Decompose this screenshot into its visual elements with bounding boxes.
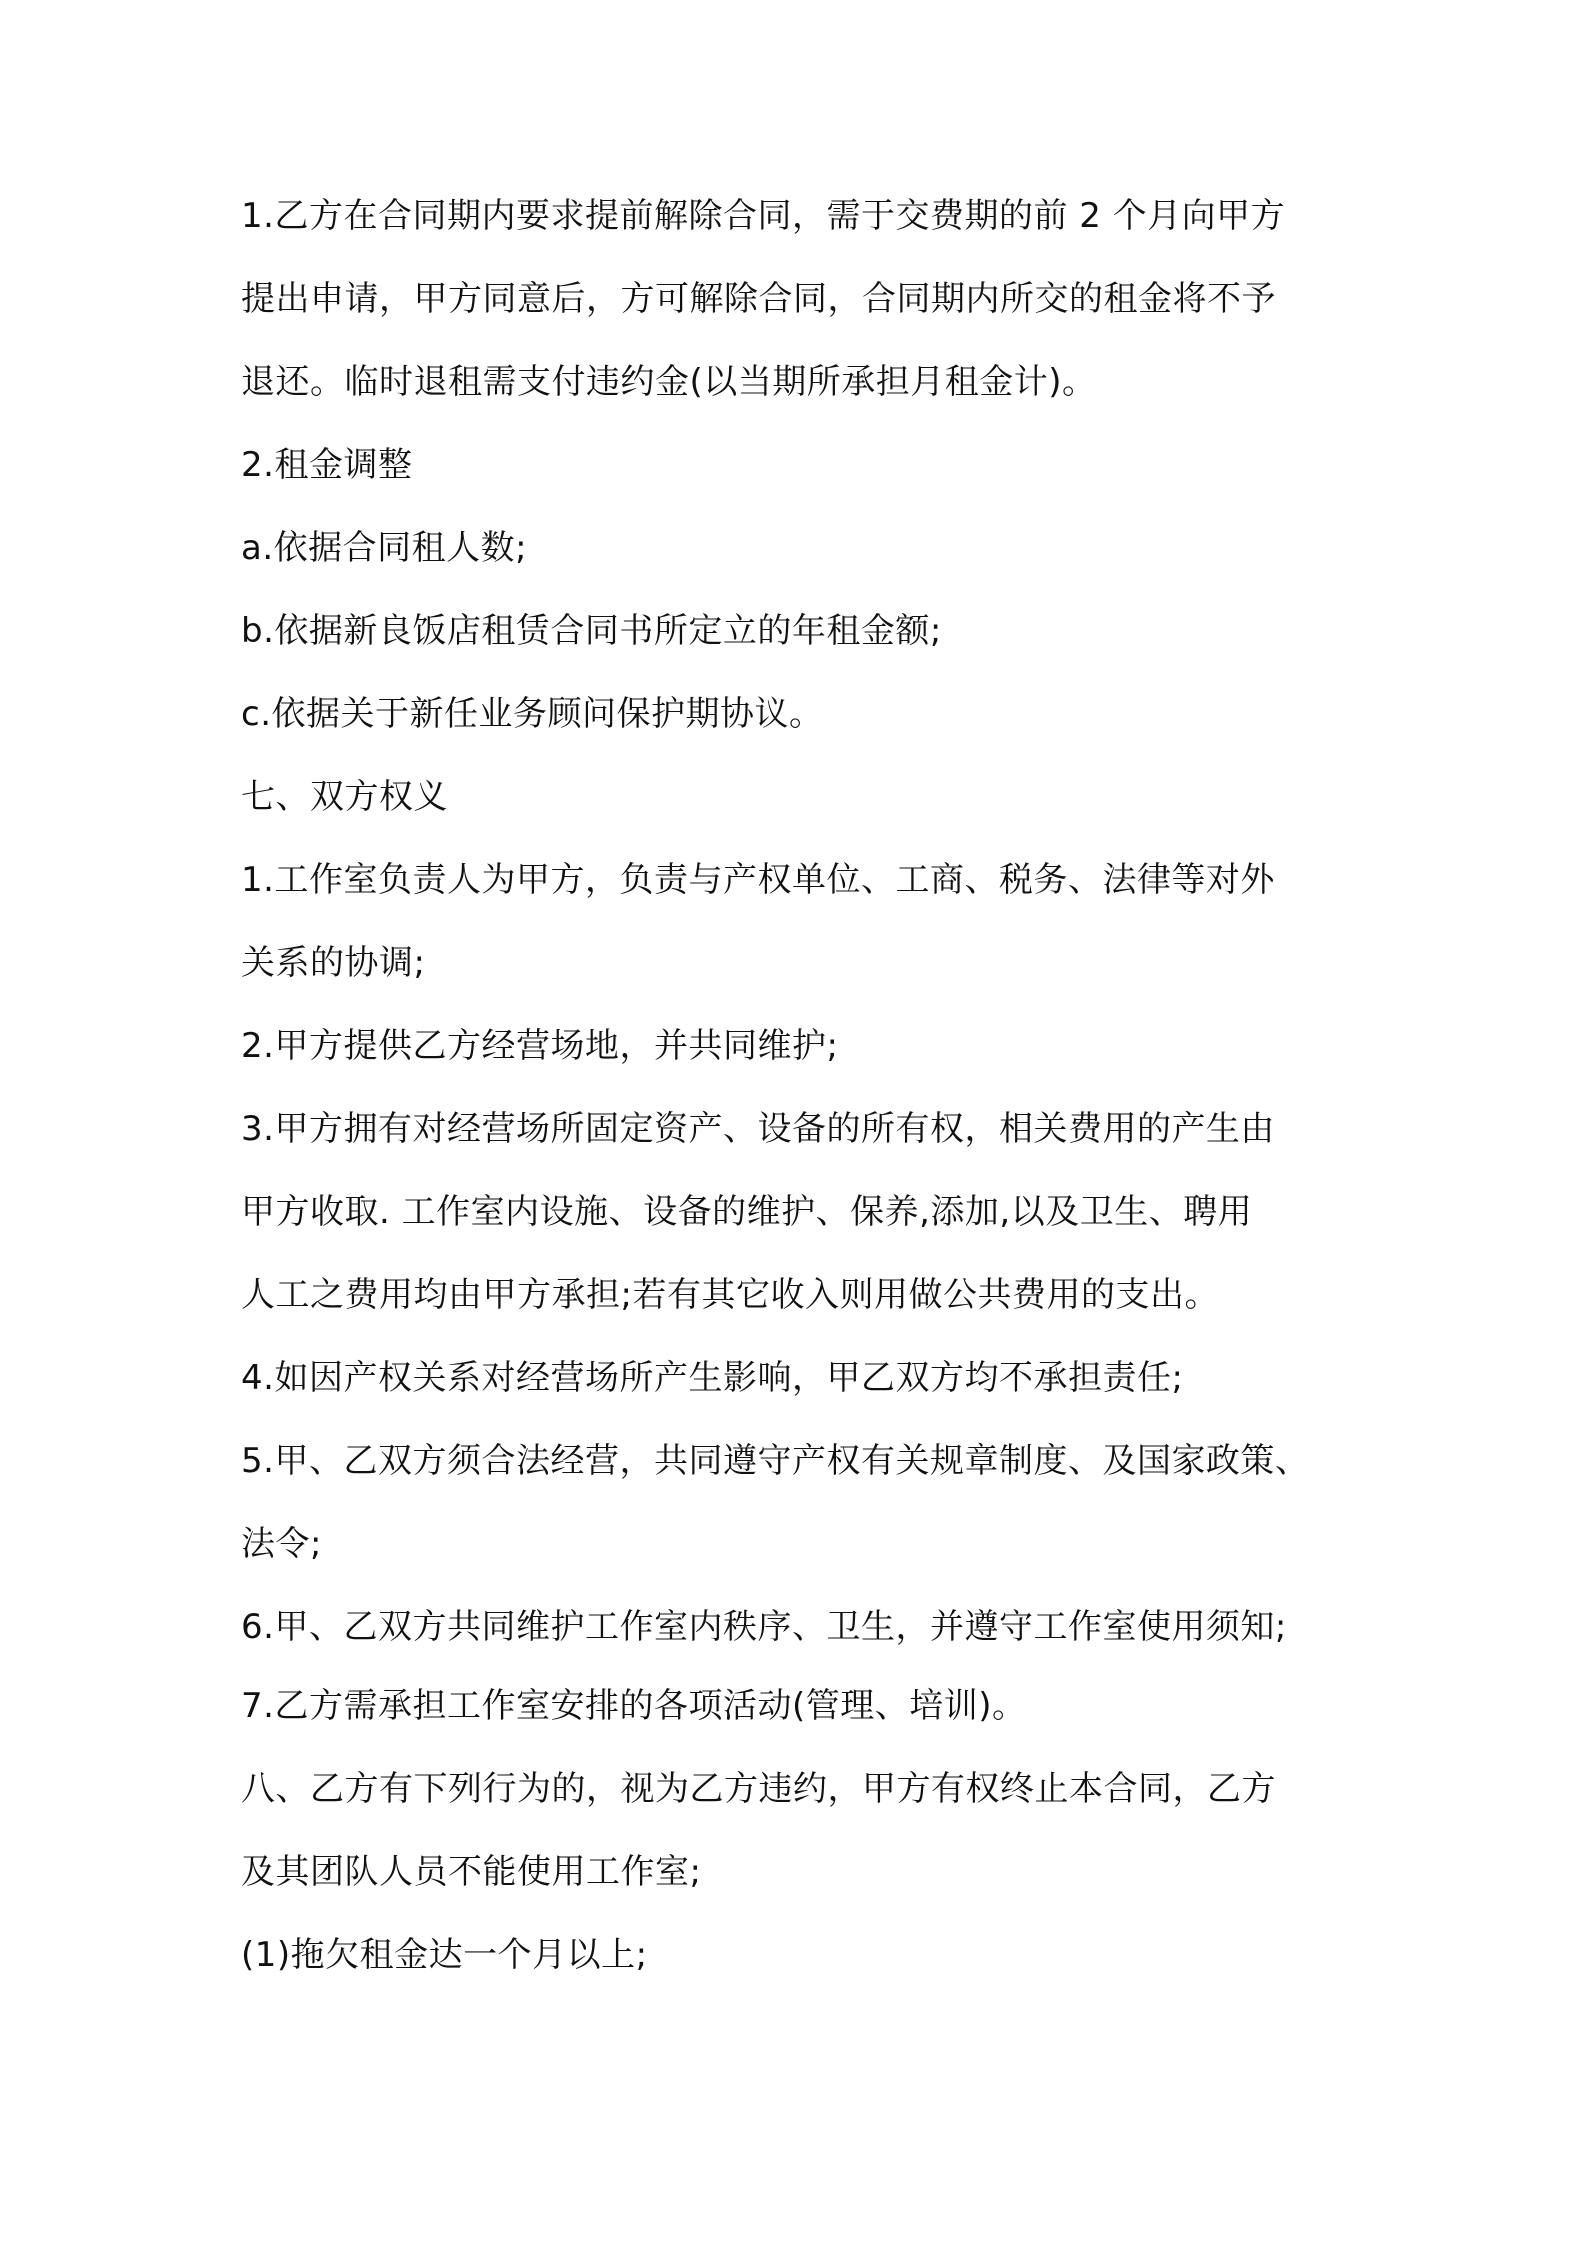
text-line: 法令; [241,1524,322,1564]
text-line: 7.乙方需承担工作室安排的各项活动(管理、培训)。 [241,1686,1027,1726]
text-line: 提出申请，甲方同意后，方可解除合同，合同期内所交的租金将不予 [241,279,1276,319]
document-body [241,196,1361,2018]
text-line: 关系的协调; [241,943,426,983]
text-line: 5.甲、乙双方须合法经营，共同遵守产权有关规章制度、及国家政策、 [241,1441,1310,1481]
text-line: b.依据新良饭店租赁合同书所定立的年租金额; [241,611,942,651]
text-line: 甲方收取. 工作室内设施、设备的维护、保养,添加,以及卫生、聘用 [241,1192,1253,1232]
text-line: 人工之费用均由甲方承担;若有其它收入则用做公共费用的支出。 [241,1275,1219,1315]
text-line: c.依据关于新任业务顾问保护期协议。 [241,694,824,734]
text-line: 6.甲、乙双方共同维护工作室内秩序、卫生，并遵守工作室使用须知; [241,1607,1287,1647]
text-line: 3.甲方拥有对经营场所固定资产、设备的所有权，相关费用的产生由 [241,1109,1275,1149]
text-line: (1)拖欠租金达一个月以上; [241,1935,648,1975]
section-heading: 七、双方权义 [241,777,448,817]
text-line: 1.乙方在合同期内要求提前解除合同，需于交费期的前 2 个月向甲方 [241,196,1286,236]
text-line: 1.工作室负责人为甲方，负责与产权单位、工商、税务、法律等对外 [241,860,1275,900]
text-line: 4.如因产权关系对经营场所产生影响，甲乙双方均不承担责任; [241,1358,1184,1398]
text-line: a.依据合同租人数; [241,528,528,568]
text-line: 退还。临时退租需支付违约金(以当期所承担月租金计)。 [241,362,1097,402]
section-heading: 2.租金调整 [241,445,413,485]
section-heading: 八、乙方有下列行为的，视为乙方违约，甲方有权终止本合同，乙方 [241,1769,1276,1809]
text-line: 及其团队人员不能使用工作室; [241,1852,702,1892]
text-line: 2.甲方提供乙方经营场地，并共同维护; [241,1026,839,1066]
